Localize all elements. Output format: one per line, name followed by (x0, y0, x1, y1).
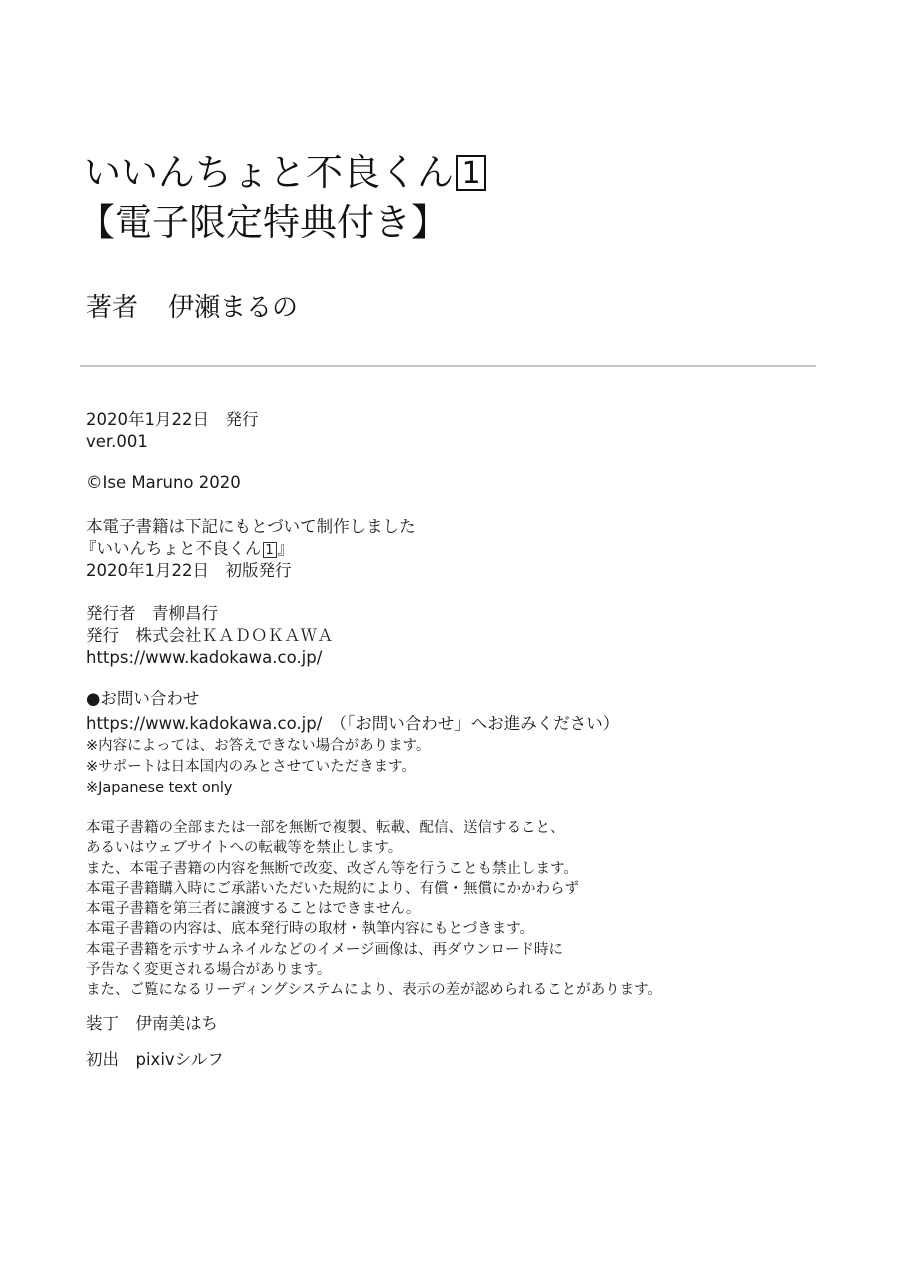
contact-heading: ●お問い合わせ (86, 689, 200, 708)
book-title (78, 148, 486, 248)
credits (86, 1013, 224, 1071)
legal-line: また、ご覧になるリーディングシステムにより、表示の差が認められることがあります。 (86, 982, 662, 999)
credit-first-appearance: 初出 pixivシルフ (86, 1050, 224, 1069)
publication-info (86, 409, 259, 453)
author-line (86, 290, 298, 326)
publisher-company: 発行 株式会社ＫＡＤＯＫＡＷＡ (86, 626, 334, 645)
legal-line: 本電子書籍の全部または一部を無断で複製、転載、配信、送信すること、 (86, 820, 565, 836)
contact-info (86, 688, 619, 799)
divider (80, 365, 816, 367)
source-book-title: 『いいんちょと不良くん 1 』 (80, 539, 294, 558)
source-volume-box: 1 (263, 542, 277, 558)
legal-notice (86, 818, 662, 1001)
source-first-edition: 2020年1月22日 初版発行 (86, 561, 292, 580)
volume-number-box: 1 (456, 155, 486, 191)
author-label: 著者 (86, 293, 139, 323)
contact-url[interactable]: https://www.kadokawa.co.jp/ （「お問い合わせ」へお進みください） (86, 714, 620, 733)
publisher-info (86, 603, 334, 669)
legal-line: 本電子書籍購入時にご承諾いただいた規約により、有償・無償にかかわらず (86, 880, 579, 897)
legal-line: また、本電子書籍の内容を無断で改変、改ざん等を行うことも禁止します。 (86, 860, 578, 877)
source-intro: 本電子書籍は下記にもとづいて制作しました (86, 517, 416, 536)
author-name: 伊瀬まるの (168, 293, 299, 323)
title-line-1 (84, 148, 486, 198)
publisher-url[interactable]: https://www.kadokawa.co.jp/ (86, 648, 323, 667)
legal-line: 本電子書籍を第三者に譲渡することはできません。 (86, 901, 421, 918)
publisher-person: 発行者 青柳昌行 (86, 604, 218, 623)
version: ver.001 (86, 432, 148, 451)
credit-design: 装丁 伊南美はち (86, 1014, 218, 1033)
source-info (80, 516, 416, 582)
contact-note: ※Japanese text only (86, 780, 233, 796)
contact-note: ※内容によっては、お答えできない場合があります。 (86, 738, 431, 754)
legal-line: あるいはウェブサイトへの転載等を禁止します。 (86, 840, 403, 857)
title-line-2: 【電子限定特典付き】 (78, 201, 448, 244)
contact-note: ※サポートは日本国内のみとさせていただきます。 (86, 759, 416, 775)
title-text: いいんちょと不良くん (84, 151, 454, 194)
copyright (86, 472, 241, 494)
publication-date: 2020年1月22日 発行 (86, 410, 259, 429)
legal-line: 本電子書籍を示すサムネイルなどのイメージ画像は、再ダウンロード時に (86, 941, 564, 958)
copyright-text: ©Ise Maruno 2020 (86, 473, 241, 492)
legal-line: 本電子書籍の内容は、底本発行時の取材・執筆内容にもとづきます。 (86, 921, 535, 938)
legal-line: 予告なく変更される場合があります。 (86, 962, 332, 979)
